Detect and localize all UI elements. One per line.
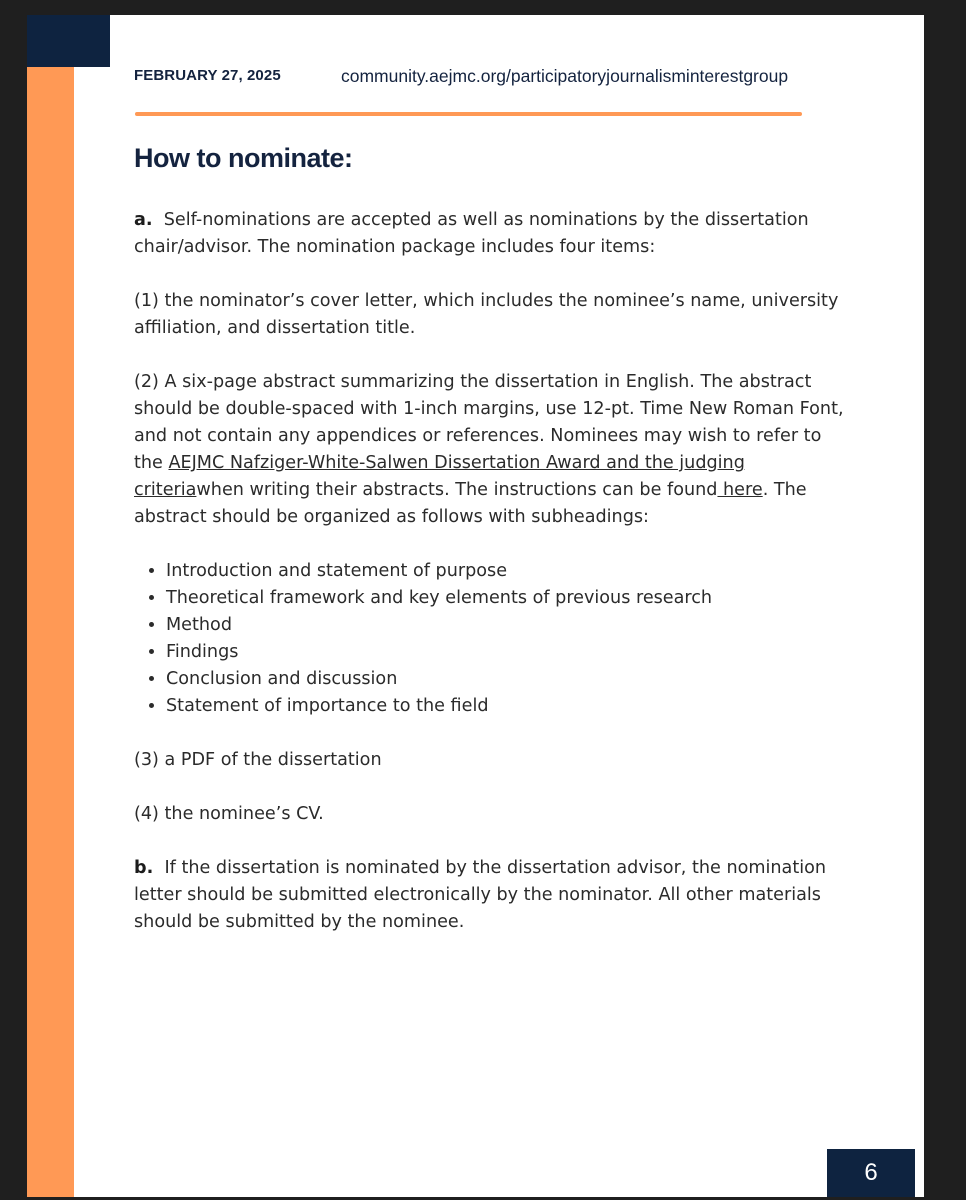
paragraph-a: [134, 207, 854, 261]
page-number: 6: [827, 1149, 915, 1197]
paragraph-item-4: (4) the nominee’s CV.: [134, 804, 324, 824]
header-url: community.aejmc.org/participatoryjournalisminterestgroup: [341, 66, 789, 86]
item-2-text: (2) A six-page abstract summarizing the dissertation in English. The abstract should be double-spaced with 1-inch margins, use 12-pt. Time New Roman Font, and not contain any appendices or references. Nominees may wish to refer to the: [134, 372, 844, 473]
item-2-text-after: . The abstract should be organized as follows with subheadings:: [134, 480, 807, 527]
paragraph-b-text: If the dissertation is nominated by the dissertation advisor, the nomination letter should be submitted electronically by the nominator. All other materials should be submitted by the nominee.: [134, 858, 827, 932]
list-item: • Introduction and statement of purpose: [166, 558, 854, 585]
list-item: • Statement of importance to the field: [166, 693, 854, 720]
marker-a: a.: [134, 210, 153, 230]
paragraph-b: [134, 855, 854, 936]
marker-b: b.: [134, 858, 154, 878]
instructions-here-link[interactable]: here: [717, 480, 763, 500]
paragraph-item-2: [134, 369, 854, 531]
header-divider: [135, 112, 802, 116]
paragraph-item-1: (1) the nominator’s cover letter, which includes the nominee’s name, university affiliation, and dissertation title.: [134, 291, 839, 338]
document-page: [27, 15, 924, 1197]
judging-criteria-link[interactable]: AEJMC Nafziger-White-Salwen Dissertation Award and the judging criteria: [134, 453, 745, 500]
list-item: • Conclusion and discussion: [166, 666, 854, 693]
navy-corner-block: [27, 15, 110, 67]
paragraph-item-3: (3) a PDF of the dissertation: [134, 750, 382, 770]
orange-side-bar: [27, 15, 74, 1197]
item-2-text-between: when writing their abstracts. The instructions can be found: [196, 480, 718, 500]
subheadings-list: [134, 558, 854, 720]
document-body: [134, 207, 854, 963]
list-item: • Theoretical framework and key elements of previous research: [166, 585, 854, 612]
list-item: • Method: [166, 612, 854, 639]
page-title: How to nominate:: [134, 143, 353, 173]
header-date: FEBRUARY 27, 2025: [134, 67, 281, 84]
list-item: • Findings: [166, 639, 854, 666]
paragraph-a-text: Self-nominations are accepted as well as nominations by the dissertation chair/advisor. The nomination package includes four items:: [134, 210, 809, 257]
